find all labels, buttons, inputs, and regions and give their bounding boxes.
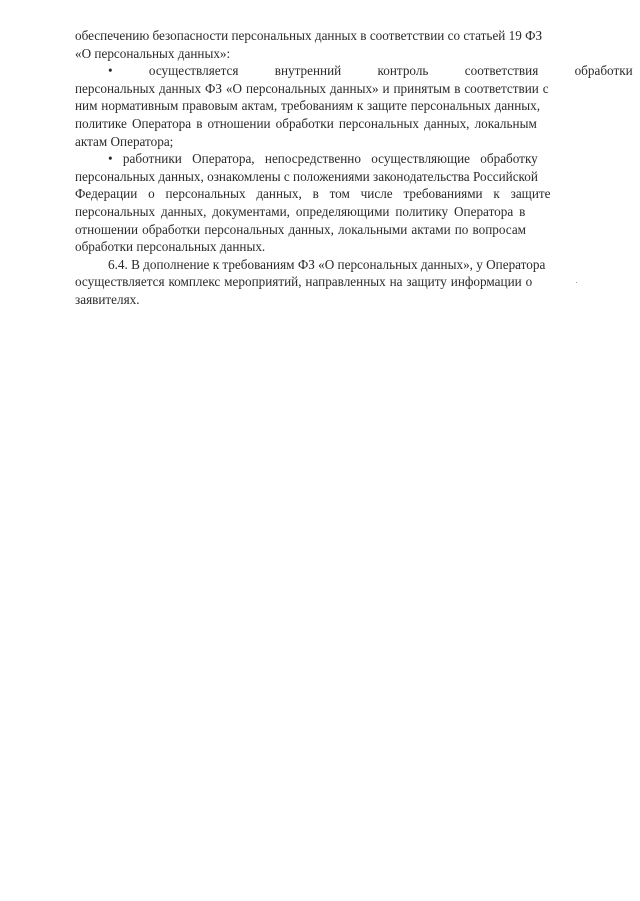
- text-line: отношении обработки персональных данных, локальными актами по вопросам: [75, 221, 527, 237]
- text-line: политике Оператора в отношении обработки персональных данных, локальным: [75, 115, 537, 131]
- text-line: персональных данных, документами, определяющими политику Оператора в: [75, 203, 526, 219]
- text-line: Федерации о персональных данных, в том числе требованиями к защите: [75, 186, 551, 202]
- text-line: персональных данных, ознакомлены с положениями законодательства Российской: [75, 168, 538, 184]
- document-page: [75, 27, 633, 309]
- text-line: заявителях.: [75, 291, 140, 307]
- text-line: ним нормативным правовым актам, требованиям к защите персональных данных,: [75, 98, 541, 114]
- text-line: персональных данных ФЗ «О персональных данных» и принятым в соответствии с: [75, 80, 549, 96]
- bullet-item-employees-first-line: • работники Оператора, непосредственно осуществляющие обработку: [108, 151, 538, 167]
- text-line: актам Оператора;: [75, 133, 174, 149]
- text-line: обеспечению безопасности персональных данных в соответствии со статьей 19 ФЗ: [75, 28, 543, 43]
- paragraph-6-4-first-line: 6.4. В дополнение к требованиям ФЗ «О персональных данных», у Оператора: [108, 256, 546, 272]
- text-line: «О персональных данных»:: [75, 45, 231, 61]
- scan-speck: [576, 282, 577, 283]
- bullet-item-internal-control-first-line: • осуществляется внутренний контроль соответствия обработки: [108, 63, 633, 79]
- text-line: осуществляется комплекс мероприятий, направленных на защиту информации о: [75, 274, 533, 290]
- text-line: обработки персональных данных.: [75, 239, 266, 255]
